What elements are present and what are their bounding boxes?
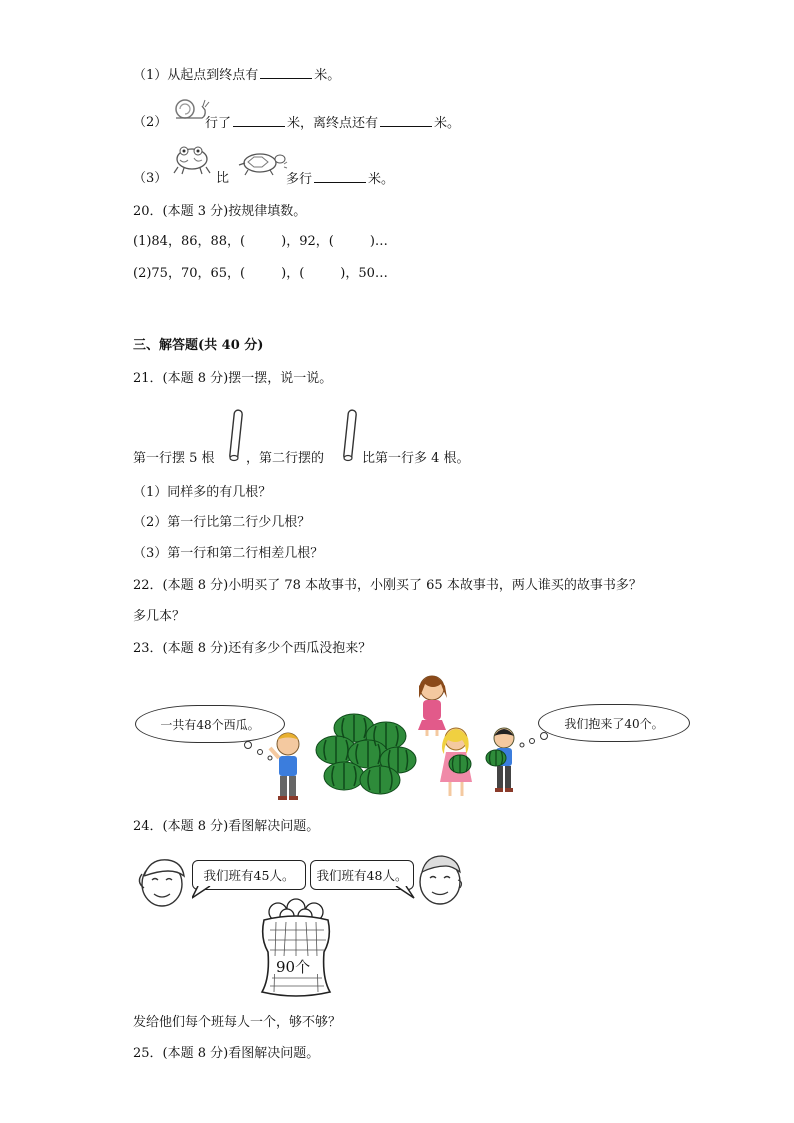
- thought-cloud-right: [538, 704, 690, 742]
- apple-basket: [254, 896, 338, 1000]
- q19-item3-suffix: 米。: [368, 172, 395, 187]
- q20-title: 20．(本题 3 分)按规律填数。: [133, 204, 307, 219]
- frog-icon: [170, 142, 214, 176]
- q20-row1-b: )，92，(: [281, 234, 334, 249]
- cloud-right-text: 我们抱来了40个。: [564, 716, 664, 731]
- q20-row1-c: )…: [369, 234, 388, 249]
- q24-title: 24．(本题 8 分)看图解决问题。: [133, 819, 320, 834]
- q20-row2-b: )，(: [281, 266, 305, 281]
- q19-item3-text: [286, 170, 394, 189]
- cloud-left-text: 一共有48个西瓜。: [160, 717, 260, 732]
- q19-item3-num: （3）: [133, 171, 168, 186]
- q21-line-a: 第一行摆 5 根: [133, 451, 215, 466]
- q21-sub3: （3）第一行和第二行相差几根？: [133, 546, 324, 561]
- stick-icon: [340, 408, 360, 464]
- answer-blank[interactable]: [380, 114, 432, 127]
- stick-icon: [226, 408, 246, 464]
- q24-question: 发给他们每个班每人一个，够不够？: [133, 1015, 342, 1030]
- bubble-right-text: 我们班有48人。: [316, 868, 408, 883]
- q20-row2-a: (2)75，70，65，(: [133, 266, 246, 281]
- q21-sub1: （1）同样多的有几根？: [133, 485, 272, 500]
- q20-row1: [133, 233, 388, 251]
- thought-cloud-left: [135, 705, 285, 743]
- q19-item2: [133, 114, 167, 132]
- q25-title: 25．(本题 8 分)看图解决问题。: [133, 1046, 320, 1061]
- q19-item2-suffix: 米。: [434, 116, 461, 131]
- q23-title: 23．(本题 8 分)还有多少个西瓜没抱来？: [133, 641, 372, 656]
- q21-title: 21．(本题 8 分)摆一摆，说一说。: [133, 371, 333, 386]
- q21-line-b: ，第二行摆的: [246, 451, 325, 466]
- q22-line2: 多几本？: [133, 609, 186, 624]
- q21-sub2: （2）第一行比第二行少几根？: [133, 515, 311, 530]
- q19-item1-prefix: （1）从起点到终点有: [133, 68, 259, 83]
- bubble-tail-left: [192, 886, 222, 900]
- q22-line1: 22．(本题 8 分)小明买了 78 本故事书，小刚买了 65 本故事书，两人谁买的故事书多？: [133, 578, 642, 593]
- q19-item1: [133, 66, 340, 85]
- boy-face-icon: [410, 850, 468, 908]
- answer-blank[interactable]: [260, 66, 312, 79]
- turtle-icon: [236, 148, 288, 176]
- q19-item1-suffix: 米。: [314, 68, 341, 83]
- q19-item2-num: （2）: [133, 115, 168, 130]
- q19-item2-mid2: 米，离终点还有: [287, 116, 379, 131]
- boy-with-watermelon: [484, 726, 520, 798]
- answer-blank[interactable]: [233, 114, 285, 127]
- girl-face-icon: [134, 852, 192, 910]
- q19-item3-bi: 比: [216, 171, 230, 186]
- q19-item2-mid: 行了: [205, 116, 232, 131]
- q20-row2-c: )，50…: [340, 266, 388, 281]
- answer-blank[interactable]: [314, 170, 366, 183]
- q21-line-c: 比第一行多 4 根。: [362, 451, 470, 466]
- q20-row2: [133, 265, 388, 283]
- basket-label: 90个: [276, 958, 311, 976]
- q19-item3-mid: 多行: [286, 172, 313, 187]
- section-3-title: 三、解答题(共 40 分): [133, 338, 264, 353]
- q20-row1-a: (1)84，86，88，(: [133, 234, 246, 249]
- girl-with-watermelon: [438, 726, 478, 798]
- watermelon-pile: [314, 706, 418, 800]
- boy-figure: [266, 730, 310, 802]
- bubble-left-text: 我们班有45人。: [203, 868, 295, 883]
- q19-item2-text: [205, 114, 460, 133]
